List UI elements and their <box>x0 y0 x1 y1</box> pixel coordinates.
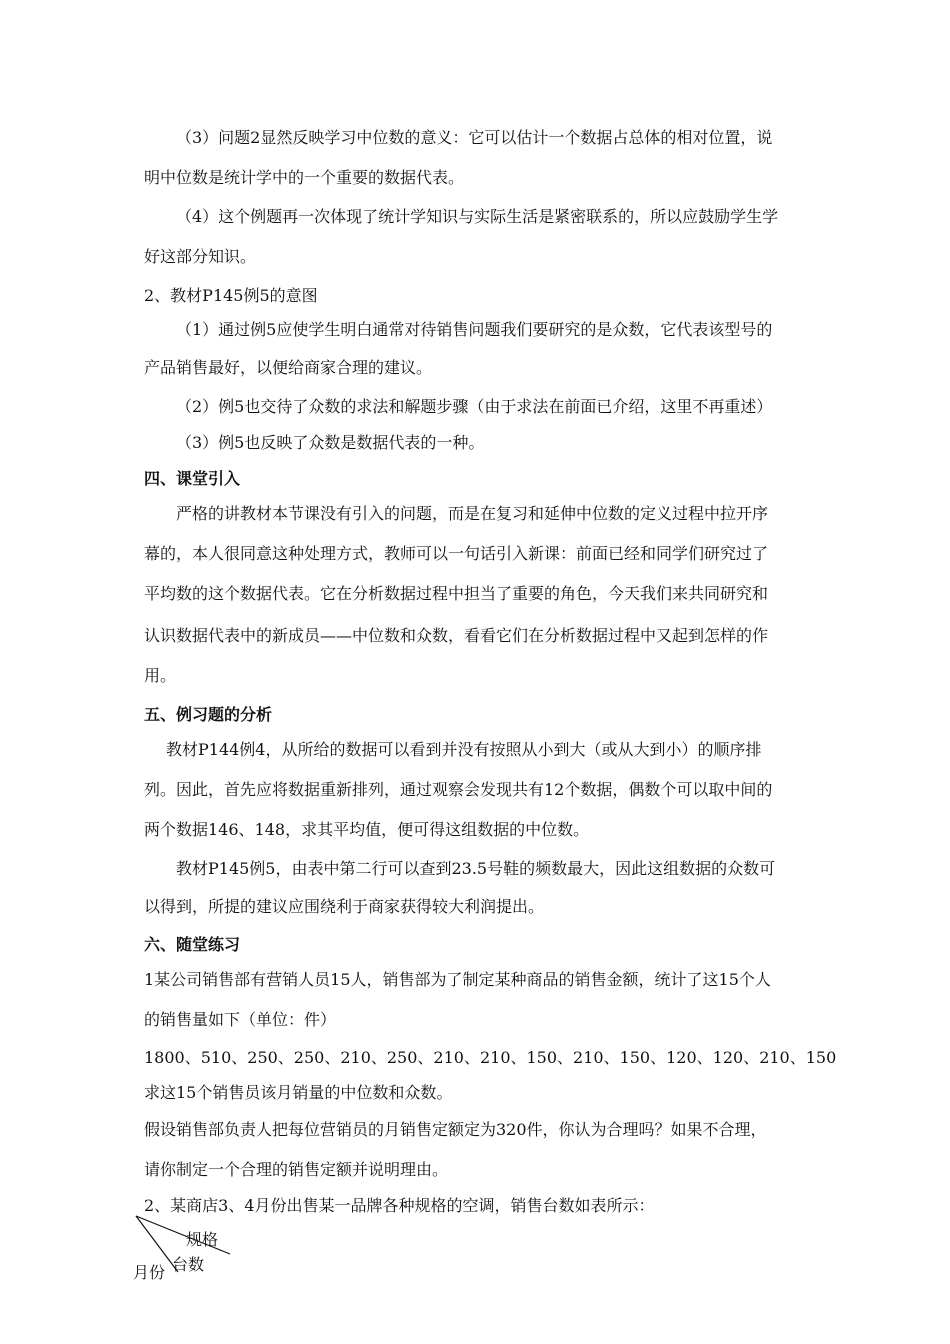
paragraph-line: 认识数据代表中的新成员——中位数和众数，看看它们在分析数据过程中又起到怎样的作 <box>144 626 769 645</box>
paragraph-line: 教材P144例4，从所给的数据可以看到并没有按照从小到大（或从大到小）的顺序排 <box>166 740 762 759</box>
paragraph-line: （3）问题2显然反映学习中位数的意义：它可以估计一个数据占总体的相对位置，说 <box>176 128 773 147</box>
paragraph-line: 2、某商店3、4月份出售某一品牌各种规格的空调，销售台数如表所示： <box>144 1196 655 1215</box>
section-heading-5: 五、例习题的分析 <box>144 705 273 724</box>
data-list: 1800、510、250、250、210、250、210、210、150、210、150、120、120、210、150 <box>144 1048 837 1067</box>
paragraph-line: 1某公司销售部有营销人员15人，销售部为了制定某种商品的销售金额，统计了这15个人 <box>144 970 771 989</box>
paragraph-line: （4）这个例题再一次体现了统计学知识与实际生活是紧密联系的，所以应鼓励学生学 <box>176 207 779 226</box>
section-heading-6: 六、随堂练习 <box>144 935 241 954</box>
paragraph-line: 好这部分知识。 <box>144 247 257 266</box>
paragraph-line: （1）通过例5应使学生明白通常对待销售问题我们要研究的是众数，它代表该型号的 <box>176 320 773 339</box>
paragraph-line: 平均数的这个数据代表。它在分析数据过程中担当了重要的角色，今天我们来共同研究和 <box>144 584 769 603</box>
paragraph-line: 的销售量如下（单位：件） <box>144 1010 337 1029</box>
header-count-label: 台数 <box>172 1255 205 1274</box>
header-month-label: 月份 <box>133 1263 166 1282</box>
section-heading-4: 四、课堂引入 <box>144 469 241 488</box>
paragraph-line: 教材P145例5，由表中第二行可以查到23.5号鞋的频数最大，因此这组数据的众数可 <box>176 859 776 878</box>
paragraph-line: 以得到，所提的建议应围绕利于商家获得较大利润提出。 <box>144 897 545 916</box>
paragraph-line: 明中位数是统计学中的一个重要的数据代表。 <box>144 168 465 187</box>
subsection-title: 2、教材P145例5的意图 <box>144 286 318 305</box>
paragraph-line: 用。 <box>144 666 177 685</box>
paragraph-line: 请你制定一个合理的销售定额并说明理由。 <box>144 1160 449 1179</box>
paragraph-line: 产品销售最好，以便给商家合理的建议。 <box>144 358 433 377</box>
table-header-diagonal-cell <box>120 1210 240 1290</box>
paragraph-line: 假设销售部负责人把每位营销员的月销售定额定为320件，你认为合理吗？如果不合理， <box>144 1120 767 1139</box>
paragraph-line: 求这15个销售员该月销量的中位数和众数。 <box>144 1083 453 1102</box>
paragraph-line: （3）例5也反映了众数是数据代表的一种。 <box>176 433 485 452</box>
paragraph-line: （2）例5也交待了众数的求法和解题步骤（由于求法在前面已介绍，这里不再重述） <box>176 397 773 416</box>
paragraph-line: 列。因此，首先应将数据重新排列，通过观察会发现共有12个数据，偶数个可以取中间的 <box>144 780 773 799</box>
paragraph-line: 幕的，本人很同意这种处理方式，教师可以一句话引入新课：前面已经和同学们研究过了 <box>144 544 769 563</box>
header-spec-label: 规格 <box>186 1230 219 1249</box>
paragraph-line: 严格的讲教材本节课没有引入的问题，而是在复习和延伸中位数的定义过程中拉开序 <box>176 504 769 523</box>
paragraph-line: 两个数据146、148，求其平均值，便可得这组数据的中位数。 <box>144 820 590 839</box>
